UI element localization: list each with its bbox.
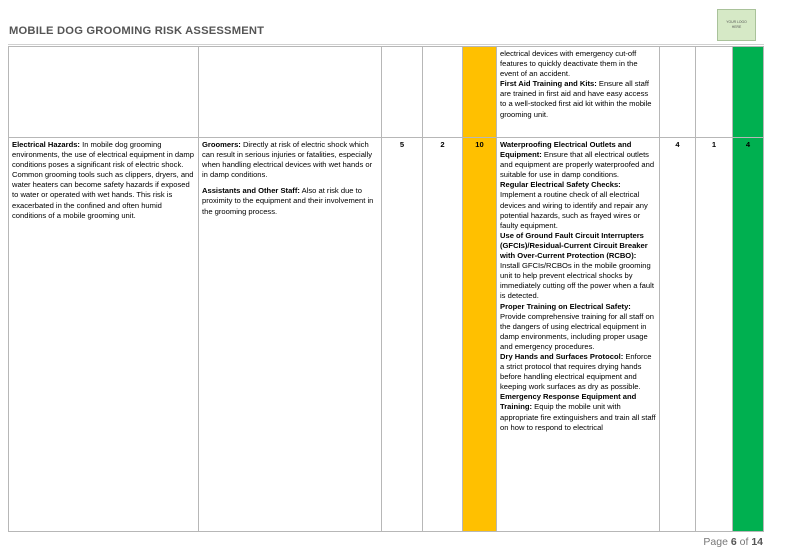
who-at-risk-groomers: Groomers: Directly at risk of electric shock which can result in serious injuries or fatalities, especially when handling electrical devices with wet hands or in damp conditions.	[202, 140, 373, 180]
control-measure-item	[500, 49, 656, 79]
control-measure-text: Install GFCIs/RCBOs in the mobile grooming unit to help prevent electrical shocks by immediately cutting off the power when a fault is detected.	[500, 261, 654, 301]
hazard-description-cell	[9, 138, 199, 532]
control-measure-item	[500, 180, 656, 230]
residual-severity-cell-empty	[696, 47, 733, 138]
control-measure-heading: Use of Ground Fault Circuit Interrupters (GFCIs)/Residual-Current Circuit Breaker with Over-Current Protection (RCBO):	[500, 230, 648, 261]
control-measure-item	[500, 392, 656, 432]
residual-rating-cell-green	[733, 47, 764, 138]
hazard-title: Electrical Hazards:	[12, 140, 80, 149]
control-measure-heading: Regular Electrical Safety Checks:	[500, 180, 621, 190]
control-measure-text: Ensure that all electrical outlets and equipment are properly waterproofed and suitable for use in damp conditions.	[500, 150, 655, 180]
control-measure-item	[500, 140, 656, 180]
table-row-electrical-hazards	[9, 138, 764, 532]
control-measure-item	[500, 79, 656, 119]
initial-severity-value: 2	[423, 138, 463, 532]
hazard-cell-empty	[9, 47, 199, 138]
residual-likelihood-cell-empty	[660, 47, 696, 138]
logo-text-line2: HERE	[731, 25, 742, 29]
control-measure-text: Provide comprehensive training for all staff on the dangers of using electrical equipment in damp environments, including proper usage and emergency procedures.	[500, 311, 654, 351]
control-measures-cell-continued	[497, 47, 660, 138]
hazard-description: In mobile dog grooming environments, the use of electrical equipment in damp conditions poses a significant risk of electric shock. Common grooming tools such as clippers, dryers, and water heaters can become safety hazards if exposed to water or operated with wet hands. This risk is exacerbated in the confined and often humid conditions of a mobile grooming unit.	[12, 140, 194, 220]
control-measure-item	[500, 352, 656, 392]
who-at-risk-cell-empty	[199, 47, 382, 138]
initial-risk-rating-value: 10	[463, 138, 497, 532]
header-divider	[8, 44, 764, 45]
residual-likelihood-value: 4	[660, 138, 696, 532]
control-measure-text: Enforce a strict protocol that requires drying hands before handling electrical equipment and keeping work surfaces as dry as possible.	[500, 351, 652, 392]
control-measure-heading: Emergency Response Equipment and Training:	[500, 392, 637, 412]
control-measure-item	[500, 231, 656, 302]
control-measure-text: Equip the mobile unit with appropriate fire extinguishers and train all staff on how to respond to electrical	[500, 402, 656, 432]
page-number: Page 6 of 14	[703, 536, 763, 548]
logo-placeholder	[717, 9, 756, 41]
initial-likelihood-cell-empty	[382, 47, 423, 138]
control-measure-heading: First Aid Training and Kits:	[500, 79, 597, 89]
control-measure-text: Ensure all staff are trained in first aid and have easy access to a well-stocked first aid kit within the mobile grooming unit.	[500, 79, 652, 119]
logo-text-line1: YOUR LOGO	[726, 20, 747, 24]
initial-rating-cell-amber	[463, 47, 497, 138]
table-row-continued	[9, 47, 764, 138]
who-at-risk-cell	[199, 138, 382, 532]
document-title: MOBILE DOG GROOMING RISK ASSESSMENT	[9, 25, 265, 37]
initial-severity-cell-empty	[423, 47, 463, 138]
control-measure-heading: Proper Training on Electrical Safety:	[500, 301, 631, 311]
control-measures-cell	[497, 138, 660, 532]
control-measure-heading: Waterproofing Electrical Outlets and Equipment:	[500, 140, 632, 160]
control-measure-text: electrical devices with emergency cut-off features to quickly deactivate them in the event of an accident.	[500, 49, 638, 79]
control-measure-text: Implement a routine check of all electrical devices and wiring to identify and repair any potential hazards, such as frayed wires or faulty equipment.	[500, 190, 648, 230]
who-at-risk-assistants: Assistants and Other Staff: Also at risk due to proximity to the equipment and their involvement in the grooming process.	[202, 186, 374, 216]
initial-likelihood-value: 5	[382, 138, 423, 532]
residual-severity-value: 1	[696, 138, 733, 532]
control-measure-item	[500, 302, 656, 352]
risk-assessment-table	[8, 46, 764, 532]
residual-risk-rating-value: 4	[733, 138, 764, 532]
control-measure-heading: Dry Hands and Surfaces Protocol:	[500, 351, 624, 361]
